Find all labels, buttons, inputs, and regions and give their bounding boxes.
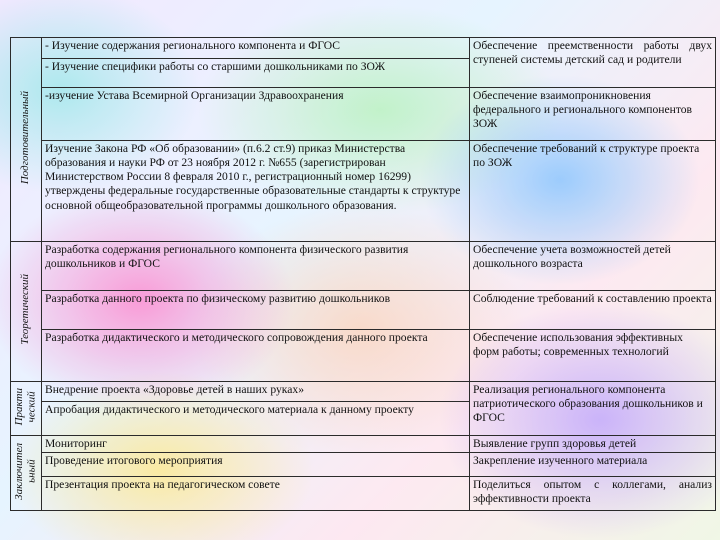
project-stages-table [10, 37, 716, 511]
table-row [11, 141, 716, 242]
result-cell: Соблюдение требований к составлению проекта [470, 291, 716, 330]
table-row [11, 242, 716, 291]
result-cell: Обеспечение взаимопроникновения федерального и регионального компонентов ЗОЖ [470, 88, 716, 141]
task-cell: - Изучение содержания регионального компонента и ФГОС [42, 38, 470, 59]
result-cell: Обеспечение учета возможностей детей дошкольного возраста [470, 242, 716, 291]
task-cell: Презентация проекта на педагогическом совете [42, 477, 470, 511]
stage-label: Заключител ьный [13, 442, 38, 500]
task-cell: Внедрение проекта «Здоровье детей в наших руках» [42, 382, 470, 402]
table-row [11, 38, 716, 59]
task-cell: - Изучение специфики работы со старшими дошкольниками по ЗОЖ [42, 59, 470, 88]
task-cell: Апробация дидактического и методического материала к данному проекту [42, 402, 470, 436]
stage-cell-theoretical [11, 242, 42, 382]
task-cell: Разработка данного проекта по физическому развитию дошкольников [42, 291, 470, 330]
result-cell: Обеспечение преемственности работы двух ступеней системы детский сад и родители [470, 38, 716, 88]
stage-label: Подготовительный [19, 90, 32, 184]
task-cell: Изучение Закона РФ «Об образовании» (п.6.2 ст.9) приказ Министерства образования и науки РФ от 23 ноября 2012 г. №655 (зарегистрирован Министерством России 8 февраля 2010 г., регистрационный номер 16299) утверждены федеральные государственные образовательные стандарты к структуре основной общеобразовательной программы дошкольного образования. [42, 141, 470, 242]
stage-label: Теоретический [19, 274, 32, 345]
table-row [11, 477, 716, 511]
table-row [11, 436, 716, 453]
result-cell: Закрепление изученного материала [470, 453, 716, 477]
task-cell: -изучение Устава Всемирной Организации Здравоохранения [42, 88, 470, 141]
result-cell: Обеспечение требований к структуре проекта по ЗОЖ [470, 141, 716, 242]
table-row [11, 88, 716, 141]
stage-cell-preparatory [11, 38, 42, 242]
task-cell: Разработка дидактического и методического сопровождения данного проекта [42, 330, 470, 382]
table-row [11, 382, 716, 402]
stage-label: Практи ческий [13, 387, 38, 426]
table-row [11, 291, 716, 330]
result-cell: Поделиться опытом с коллегами, анализ эффективности проекта [470, 477, 716, 511]
table-row [11, 453, 716, 477]
stage-cell-final [11, 436, 42, 511]
task-cell: Мониторинг [42, 436, 470, 453]
stage-cell-practical [11, 382, 42, 436]
result-cell: Обеспечение использования эффективных форм работы; современных технологий [470, 330, 716, 382]
table-row [11, 330, 716, 382]
result-cell: Выявление групп здоровья детей [470, 436, 716, 453]
task-cell: Разработка содержания регионального компонента физического развития дошкольников и ФГОС [42, 242, 470, 291]
result-cell: Реализация регионального компонента патриотического образования дошкольников и ФГОС [470, 382, 716, 436]
task-cell: Проведение итогового мероприятия [42, 453, 470, 477]
